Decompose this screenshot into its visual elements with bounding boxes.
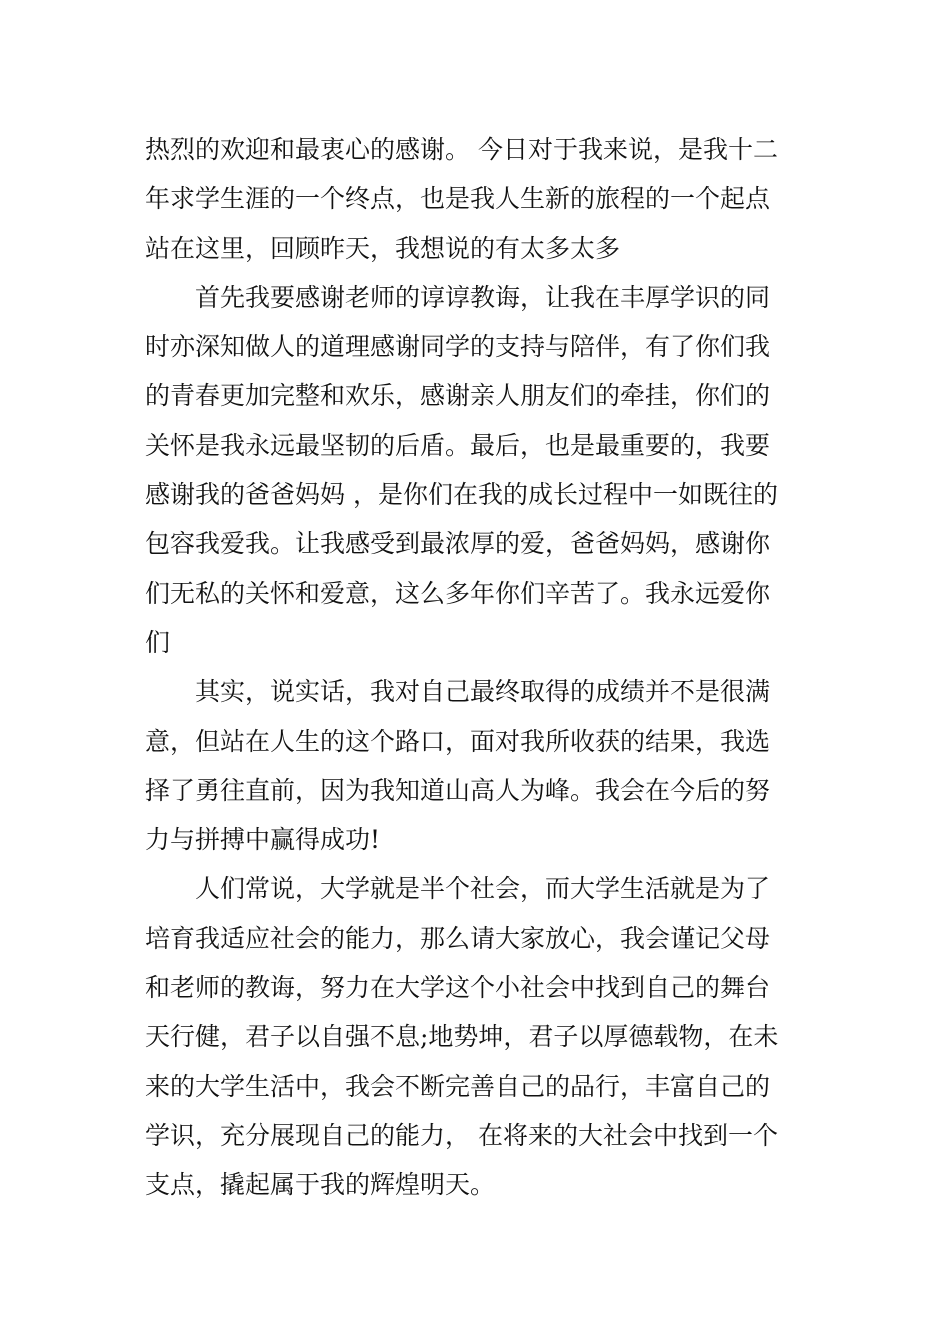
text-line: 们无私的关怀和爱意，这么多年你们辛苦了。我永远爱你 [145,578,771,608]
text-line: 包容我爱我。让我感受到最浓厚的爱，爸爸妈妈，感谢你 [145,529,771,559]
paragraph-1 [145,125,810,273]
text-line: 年求学生涯的一个终点，也是我人生新的旅程的一个起点 [145,184,771,214]
text-line: 的青春更加完整和欢乐，感谢亲人朋友们的牵挂，你们的 [145,381,771,411]
text-line: 和老师的教诲，努力在大学这个小社会中找到自己的舞台 [145,973,771,1003]
text-line: 天行健，君子以自强不息;地势坤，君子以厚德载物，在未 [145,1022,779,1052]
text-line: 热烈的欢迎和最衷心的感谢。 今日对于我来说，是我十二 [145,135,778,164]
text-line: 其实，说实话，我对自己最终取得的成绩并不是很满 [145,677,771,707]
text-line: 学识，充分展现自己的能力， 在将来的大社会中找到一个 [145,1120,778,1150]
text-line: 择了勇往直前，因为我知道山高人为峰。我会在今后的努 [145,775,771,805]
text-line: 力与拼搏中赢得成功! [145,825,381,855]
paragraph-4 [145,864,810,1209]
text-line: 关怀是我永远最坚韧的后盾。最后，也是最重要的，我要 [145,430,771,460]
text-line: 培育我适应社会的能力，那么请大家放心，我会谨记父母 [145,923,771,953]
text-line: 们 [145,627,171,657]
body-text [145,125,810,1210]
text-line: 感谢我的爸爸妈妈 ，是你们在我的成长过程中一如既往的 [145,480,778,510]
text-line: 站在这里，回顾昨天，我想说的有太多太多 [145,233,621,263]
text-line: 首先我要感谢老师的谆谆教诲，让我在丰厚学识的同 [145,282,771,312]
text-line: 时亦深知做人的道理感谢同学的支持与陪伴，有了你们我 [145,332,771,362]
paragraph-2 [145,273,810,667]
text-line: 支点，撬起属于我的辉煌明天。 [145,1170,496,1200]
text-line: 意，但站在人生的这个路口，面对我所收获的结果，我选 [145,726,771,756]
text-line: 人们常说，大学就是半个社会，而大学生活就是为了 [145,874,771,904]
text-line: 来的大学生活中，我会不断完善自己的品行，丰富自己的 [145,1071,771,1101]
paragraph-3 [145,667,810,864]
